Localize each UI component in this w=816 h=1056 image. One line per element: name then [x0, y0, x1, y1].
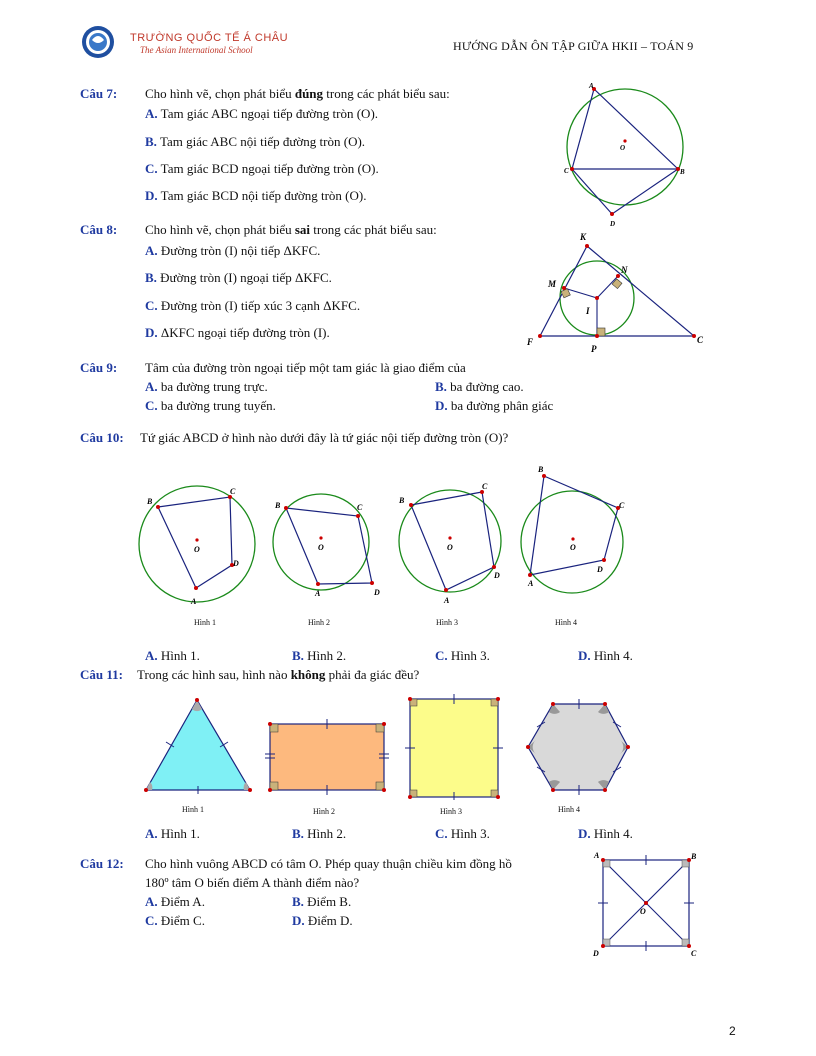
svg-text:C: C: [619, 501, 625, 510]
figure-caption: Hình 3: [436, 618, 458, 627]
svg-text:A: A: [528, 579, 534, 588]
option-b: B. Tam giác ABC nội tiếp đường tròn (O).: [145, 134, 366, 149]
q10-figures: [130, 462, 650, 612]
page-number: 2: [729, 1024, 736, 1038]
option-d: D. Hình 4.: [578, 648, 633, 663]
question-label: Câu 8:: [80, 222, 118, 237]
q11-figure-4: [526, 699, 630, 795]
question-stem-line-2: 180º tâm O biến điểm A thành điểm nào?: [145, 875, 360, 890]
figure-caption: Hình 1: [182, 805, 204, 814]
option-b: B. Điểm B.: [292, 894, 352, 909]
svg-text:O: O: [620, 144, 626, 152]
school-subtitle: The Asian International School: [140, 45, 253, 55]
option-a: A. Đường tròn (I) nội tiếp ΔKFC.: [145, 243, 321, 258]
figure-caption: Hình 3: [440, 807, 462, 816]
option-d: D. Tam giác BCD nội tiếp đường tròn (O).: [145, 188, 367, 203]
q7-figure: [560, 80, 700, 230]
q11-figures: [140, 690, 640, 800]
option-c: C. Hình 3.: [435, 648, 490, 663]
svg-text:B: B: [691, 852, 697, 861]
figure-caption: Hình 4: [558, 805, 580, 814]
question-label: Câu 10:: [80, 430, 124, 445]
question-stem: Cho hình vẽ, chọn phát biểu đúng trong các phát biểu sau:: [145, 86, 450, 101]
q10-figure-1: [139, 486, 255, 606]
svg-text:D: D: [374, 588, 380, 597]
question-stem: Cho hình vẽ, chọn phát biểu sai trong các phát biểu sau:: [145, 222, 437, 237]
question-stem: Tâm của đường tròn ngoại tiếp một tam giác là giao điểm của: [145, 360, 466, 375]
question-label: Câu 12:: [80, 856, 124, 871]
svg-text:O: O: [194, 545, 200, 554]
option-c: C. Tam giác BCD ngoại tiếp đường tròn (O).: [145, 161, 379, 176]
question-stem-line-1: Cho hình vuông ABCD có tâm O. Phép quay thuận chiều kim đồng hồ: [145, 856, 512, 871]
svg-text:A: A: [315, 589, 321, 598]
option-a: A. Tam giác ABC ngoại tiếp đường tròn (O).: [145, 106, 379, 121]
q11-figure-1: [144, 698, 252, 794]
option-a: A. Điểm A.: [145, 894, 205, 909]
svg-text:M: M: [548, 279, 557, 289]
option-d: D. ba đường phân giác: [435, 398, 554, 413]
question-label: Câu 9:: [80, 360, 118, 375]
q11-figure-3: [405, 694, 503, 800]
option-c: C. Điểm C.: [145, 913, 205, 928]
option-d: D. ΔKFC ngoại tiếp đường tròn (I).: [145, 325, 330, 340]
svg-text:O: O: [570, 543, 576, 552]
svg-text:D: D: [597, 565, 603, 574]
svg-text:C: C: [357, 503, 363, 512]
svg-text:O: O: [640, 907, 646, 916]
svg-text:A: A: [444, 596, 450, 605]
svg-text:D: D: [494, 571, 500, 580]
option-a: A. Hình 1.: [145, 648, 200, 663]
figure-caption: Hình 4: [555, 618, 577, 627]
question-label: Câu 11:: [80, 667, 123, 682]
svg-text:I: I: [586, 306, 590, 316]
option-d: D. Hình 4.: [578, 826, 633, 841]
option-b: B. Hình 2.: [292, 826, 347, 841]
svg-text:B: B: [538, 465, 544, 474]
svg-text:F: F: [527, 337, 534, 347]
option-b: B. Hình 2.: [292, 648, 347, 663]
question-label: Câu 7:: [80, 86, 118, 101]
svg-text:C: C: [697, 335, 704, 345]
q10-figure-2: [273, 494, 380, 598]
svg-text:D: D: [593, 949, 599, 958]
svg-text:O: O: [318, 543, 324, 552]
question-stem: Tứ giác ABCD ở hình nào dưới đây là tứ giác nội tiếp đường tròn (O)?: [140, 430, 509, 445]
school-name: TRƯỜNG QUỐC TẾ Á CHÂU: [130, 32, 289, 44]
svg-text:B: B: [399, 496, 405, 505]
svg-text:B: B: [680, 168, 685, 176]
option-d: D. Điểm D.: [292, 913, 353, 928]
svg-text:B: B: [147, 497, 153, 506]
svg-text:D: D: [610, 220, 616, 228]
q11-figure-2: [265, 719, 389, 795]
q10-figure-4: [521, 465, 625, 593]
figure-caption: Hình 2: [308, 618, 330, 627]
option-b: B. ba đường cao.: [435, 379, 524, 394]
option-c: C. ba đường trung tuyến.: [145, 398, 276, 413]
svg-text:C: C: [482, 482, 488, 491]
question-stem: Trong các hình sau, hình nào không phải đa giác đều?: [137, 667, 420, 682]
q10-figure-3: [398, 482, 501, 605]
svg-text:C: C: [691, 949, 697, 958]
svg-text:C: C: [230, 487, 236, 496]
q8-figure: [520, 228, 710, 356]
svg-text:A: A: [589, 82, 594, 90]
svg-text:K: K: [580, 232, 587, 242]
svg-text:B: B: [275, 501, 281, 510]
svg-text:D: D: [233, 559, 239, 568]
option-b: B. Đường tròn (I) ngoại tiếp ΔKFC.: [145, 270, 332, 285]
document-title: HƯỚNG DẪN ÔN TẬP GIỮA HKII – TOÁN 9: [453, 39, 694, 53]
option-a: A. ba đường trung trực.: [145, 379, 268, 394]
option-a: A. Hình 1.: [145, 826, 200, 841]
school-logo: [78, 24, 120, 60]
svg-text:C: C: [564, 167, 569, 175]
option-c: C. Hình 3.: [435, 826, 490, 841]
figure-caption: Hình 2: [313, 807, 335, 816]
svg-text:N: N: [621, 265, 628, 275]
svg-text:A: A: [191, 597, 197, 606]
svg-text:A: A: [594, 851, 600, 860]
svg-text:O: O: [447, 543, 453, 552]
option-c: C. Đường tròn (I) tiếp xúc 3 cạnh ΔKFC.: [145, 298, 361, 313]
figure-caption: Hình 1: [194, 618, 216, 627]
svg-text:P: P: [591, 344, 597, 354]
q12-figure: [590, 848, 705, 960]
